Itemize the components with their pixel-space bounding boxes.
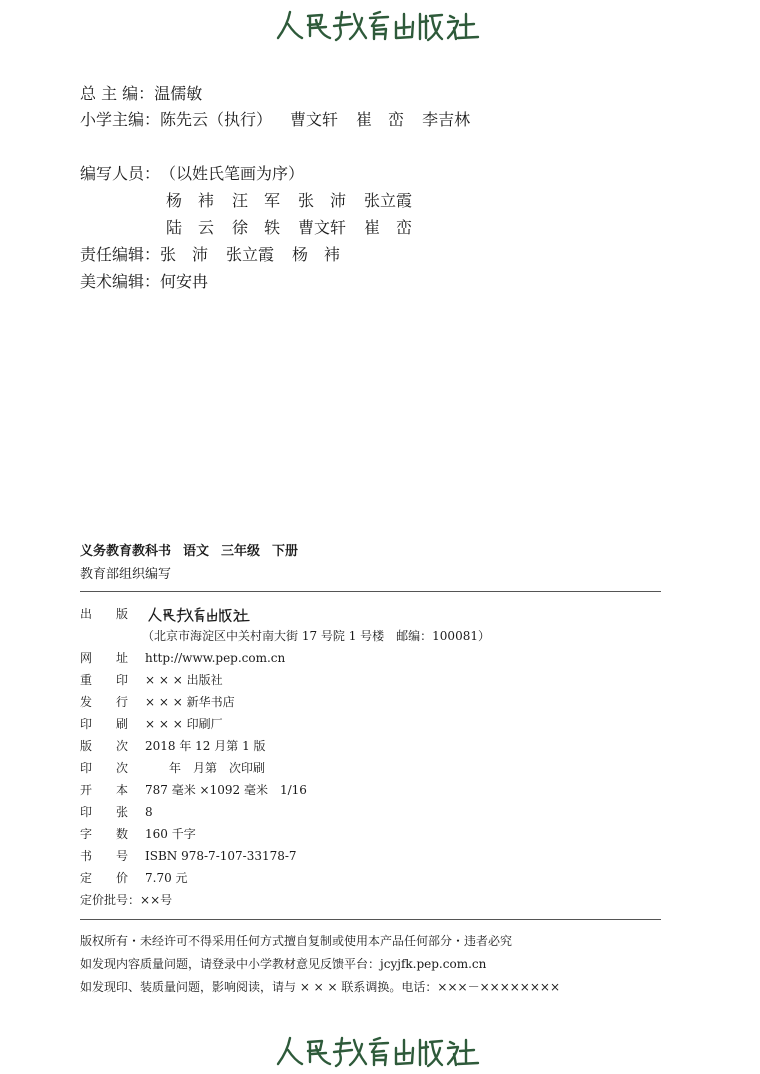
imprint-row-price-approval — [80, 890, 172, 910]
art-editor-name: 何安冉 — [160, 272, 209, 291]
primary-editor-name: 崔 峦 — [356, 110, 405, 129]
book-series: 义务教育教科书 — [80, 544, 172, 559]
imprint-label: 印 张 — [80, 805, 129, 819]
imprint-row-reprint — [80, 670, 223, 690]
chief-editor-row — [80, 82, 202, 106]
imprint-row-isbn — [80, 846, 297, 866]
imprint-publisher-logo — [145, 604, 255, 624]
chief-editor-label: 总 主 编： — [80, 84, 155, 103]
imprint-label: 书 号 — [80, 849, 129, 863]
book-compiler: 教育部组织编写 — [80, 567, 172, 582]
imprint-edition: 2018 年 12 月第 1 版 — [145, 739, 266, 753]
imprint-row-edition — [80, 736, 266, 756]
copyright-notice: 版权所有・未经许可不得采用任何方式擅自复制或使用本产品任何部分・违者必究 — [80, 934, 513, 948]
imprint-label: 网 址 — [80, 651, 129, 665]
imprint-reprint: × × × 出版社 — [145, 673, 223, 687]
imprint-row-price — [80, 868, 188, 888]
imprint-website: http://www.pep.com.cn — [145, 651, 286, 665]
imprint-row-publisher — [80, 604, 130, 624]
imprint-price: 7.70 元 — [145, 871, 188, 885]
imprint-row-distribution — [80, 692, 235, 712]
writers-note: （以姓氏笔画为序） — [160, 164, 305, 183]
writers-row — [80, 162, 304, 186]
imprint-row-impression — [80, 758, 266, 778]
imprint-impression: 年 月第 次印刷 — [145, 761, 266, 775]
publisher-logo-art — [270, 1034, 490, 1070]
book-grade: 三年级 — [221, 544, 261, 559]
imprint-row-website — [80, 648, 286, 668]
chief-editor-name: 温儒敏 — [154, 84, 203, 103]
imprint-label: 发 行 — [80, 695, 129, 709]
primary-editor-name: 李吉林 — [422, 110, 471, 129]
imprint-words: 160 千字 — [145, 827, 196, 841]
divider-bottom — [80, 919, 661, 920]
imprint-label: 印 刷 — [80, 717, 129, 731]
responsible-editor-name: 张 沛 — [160, 245, 209, 264]
primary-editor-name: 陈先云（执行） — [160, 110, 273, 129]
writer-name: 崔 峦 — [364, 218, 413, 237]
imprint-label: 字 数 — [80, 827, 129, 841]
divider-top — [80, 591, 661, 592]
content-feedback-notice: 如发现内容质量问题，请登录中小学教材意见反馈平台：jcyjfk.pep.com.cn — [80, 957, 487, 971]
responsible-editor-names — [160, 245, 358, 264]
imprint-printing: × × × 印刷厂 — [145, 717, 223, 731]
book-title — [80, 540, 310, 559]
writers-label: 编写人员： — [80, 164, 161, 183]
imprint-row-format — [80, 780, 307, 800]
responsible-editor-row — [80, 243, 358, 267]
imprint-isbn: ISBN 978-7-107-33178-7 — [145, 849, 297, 863]
imprint-sheets: 8 — [145, 805, 153, 819]
primary-editor-names — [160, 110, 488, 129]
publisher-logo-small — [145, 606, 255, 624]
imprint-distribution: × × × 新华书店 — [145, 695, 235, 709]
writer-name: 汪 军 — [232, 191, 281, 210]
imprint-format: 787 毫米 ×1092 毫米 1/16 — [145, 783, 307, 797]
imprint-address: （北京市海淀区中关村南大街 17 号院 1 号楼 邮编：100081） — [142, 629, 490, 643]
primary-editor-label: 小学主编： — [80, 110, 161, 129]
primary-editor-row — [80, 108, 488, 132]
imprint-row-printing — [80, 714, 223, 734]
art-editor-row — [80, 270, 208, 294]
imprint-label: 出 版 — [80, 607, 129, 621]
responsible-editor-name: 杨 袆 — [292, 245, 341, 264]
publisher-logo-top — [270, 8, 490, 44]
primary-editor-name: 曹文轩 — [290, 110, 339, 129]
responsible-editor-label: 责任编辑： — [80, 245, 161, 264]
imprint-row-words — [80, 824, 196, 844]
writer-name: 徐 轶 — [232, 218, 281, 237]
writer-name: 张立霞 — [364, 191, 413, 210]
imprint-label: 定 价 — [80, 871, 129, 885]
writer-name: 杨 袆 — [166, 191, 215, 210]
writer-name: 陆 云 — [166, 218, 215, 237]
book-subject: 语文 — [183, 544, 210, 559]
imprint-label: 重 印 — [80, 673, 129, 687]
art-editor-label: 美术编辑： — [80, 272, 161, 291]
imprint-label: 定价批号： — [80, 893, 141, 907]
publisher-logo-art — [270, 8, 490, 44]
imprint-label: 版 次 — [80, 739, 129, 753]
imprint-label: 印 次 — [80, 761, 129, 775]
responsible-editor-name: 张立霞 — [226, 245, 275, 264]
writers-names-row-2 — [166, 216, 430, 240]
writer-name: 张 沛 — [298, 191, 347, 210]
imprint-label: 开 本 — [80, 783, 129, 797]
writers-names-row-1 — [166, 189, 430, 213]
print-feedback-notice: 如发现印、装质量问题，影响阅读，请与 × × × 联系调换。电话：×××－×××××××× — [80, 980, 561, 994]
publisher-logo-bottom — [270, 1034, 490, 1070]
writer-name: 曹文轩 — [298, 218, 347, 237]
book-volume: 下册 — [272, 544, 299, 559]
imprint-price-approval: ××号 — [140, 893, 173, 907]
imprint-row-sheets — [80, 802, 153, 822]
